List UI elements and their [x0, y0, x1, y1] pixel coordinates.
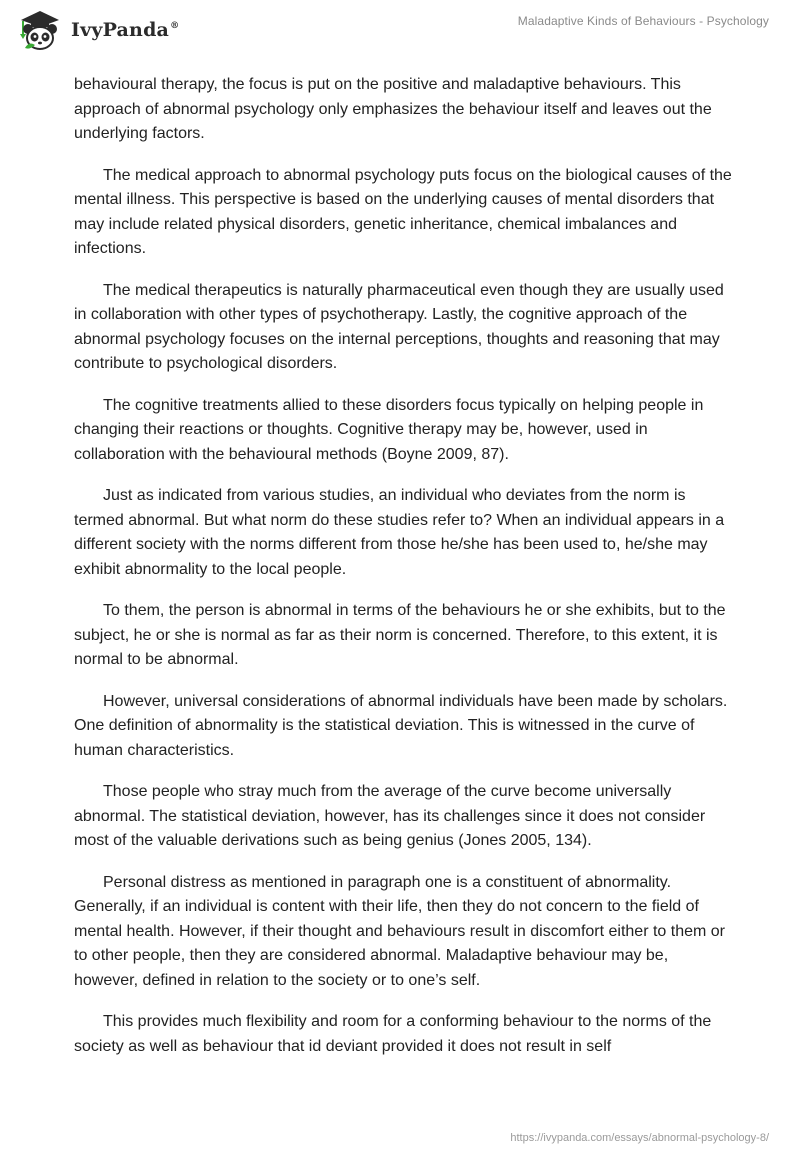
- paragraph: The cognitive treatments allied to these disorders focus typically on helping people in changing their reactions or thoughts. Cognitive therapy may be, however, used in collaboration with the behavioural methods (Boyne 2009, 87).: [74, 396, 704, 463]
- paragraph: This provides much flexibility and room for a conforming behaviour to the norms of the society as well as behaviour that id deviant provided it does not result in self: [74, 1013, 712, 1055]
- ivypanda-logo[interactable]: [15, 8, 179, 52]
- paragraph: To them, the person is abnormal in terms of the behaviours he or she exhibits, but to the subject, he or she is normal as far as their norm is concerned. Therefore, to this extent, it is normal to be abnormal.: [74, 602, 726, 668]
- paragraph: The medical approach to abnormal psychology puts focus on the biological causes of the mental illness. This perspective is based on the underlying causes of mental disorders that may include related physical disorders, genetic inheritance, chemical imbalances and infections.: [74, 166, 732, 257]
- source-url-link[interactable]: https://ivypanda.com/essays/abnormal-psychology-8/: [510, 1132, 769, 1144]
- paragraph: However, universal considerations of abnormal individuals have been made by scholars. One definition of abnormality is the statistical deviation. This is witnessed in the curve of human characteristics.: [74, 692, 728, 759]
- logo-wordmark: IvyPanda®: [71, 19, 180, 41]
- essay-body: [74, 73, 734, 1076]
- paragraph: Just as indicated from various studies, an individual who deviates from the norm is termed abnormal. But what norm do these studies refer to? When an individual appears in a different society with the norms different from those he/she has been used to, he/she may exhibit abnormality to the local people.: [74, 487, 725, 578]
- paragraph: Personal distress as mentioned in paragraph one is a constituent of abnormality. Generally, if an individual is content with their life, then they do not concern to the field of mental health. However, if their thought and behaviours result in discomfort either to them or to other people, then they are considered abnormal. Maladaptive behaviour may be, however, defined in relation to the society or to one’s self.: [74, 873, 726, 989]
- document-title: Maladaptive Kinds of Behaviours - Psychology: [517, 14, 769, 28]
- page-header: [0, 0, 800, 60]
- paragraph: Those people who stray much from the average of the curve become universally abnormal. The statistical deviation, however, has its challenges since it does not consider most of the valuable derivations such as being genius (Jones 2005, 134).: [74, 783, 706, 849]
- paragraph: behavioural therapy, the focus is put on the positive and maladaptive behaviours. This approach of abnormal psychology only emphasizes the behaviour itself and leaves out the underlying factors.: [74, 76, 712, 142]
- paragraph: The medical therapeutics is naturally pharmaceutical even though they are usually used in collaboration with other types of psychotherapy. Lastly, the cognitive approach of the abnormal psychology focuses on the internal perceptions, thoughts and reasoning that may contribute to psychological disorders.: [74, 281, 724, 372]
- panda-graduate-icon: [15, 8, 65, 52]
